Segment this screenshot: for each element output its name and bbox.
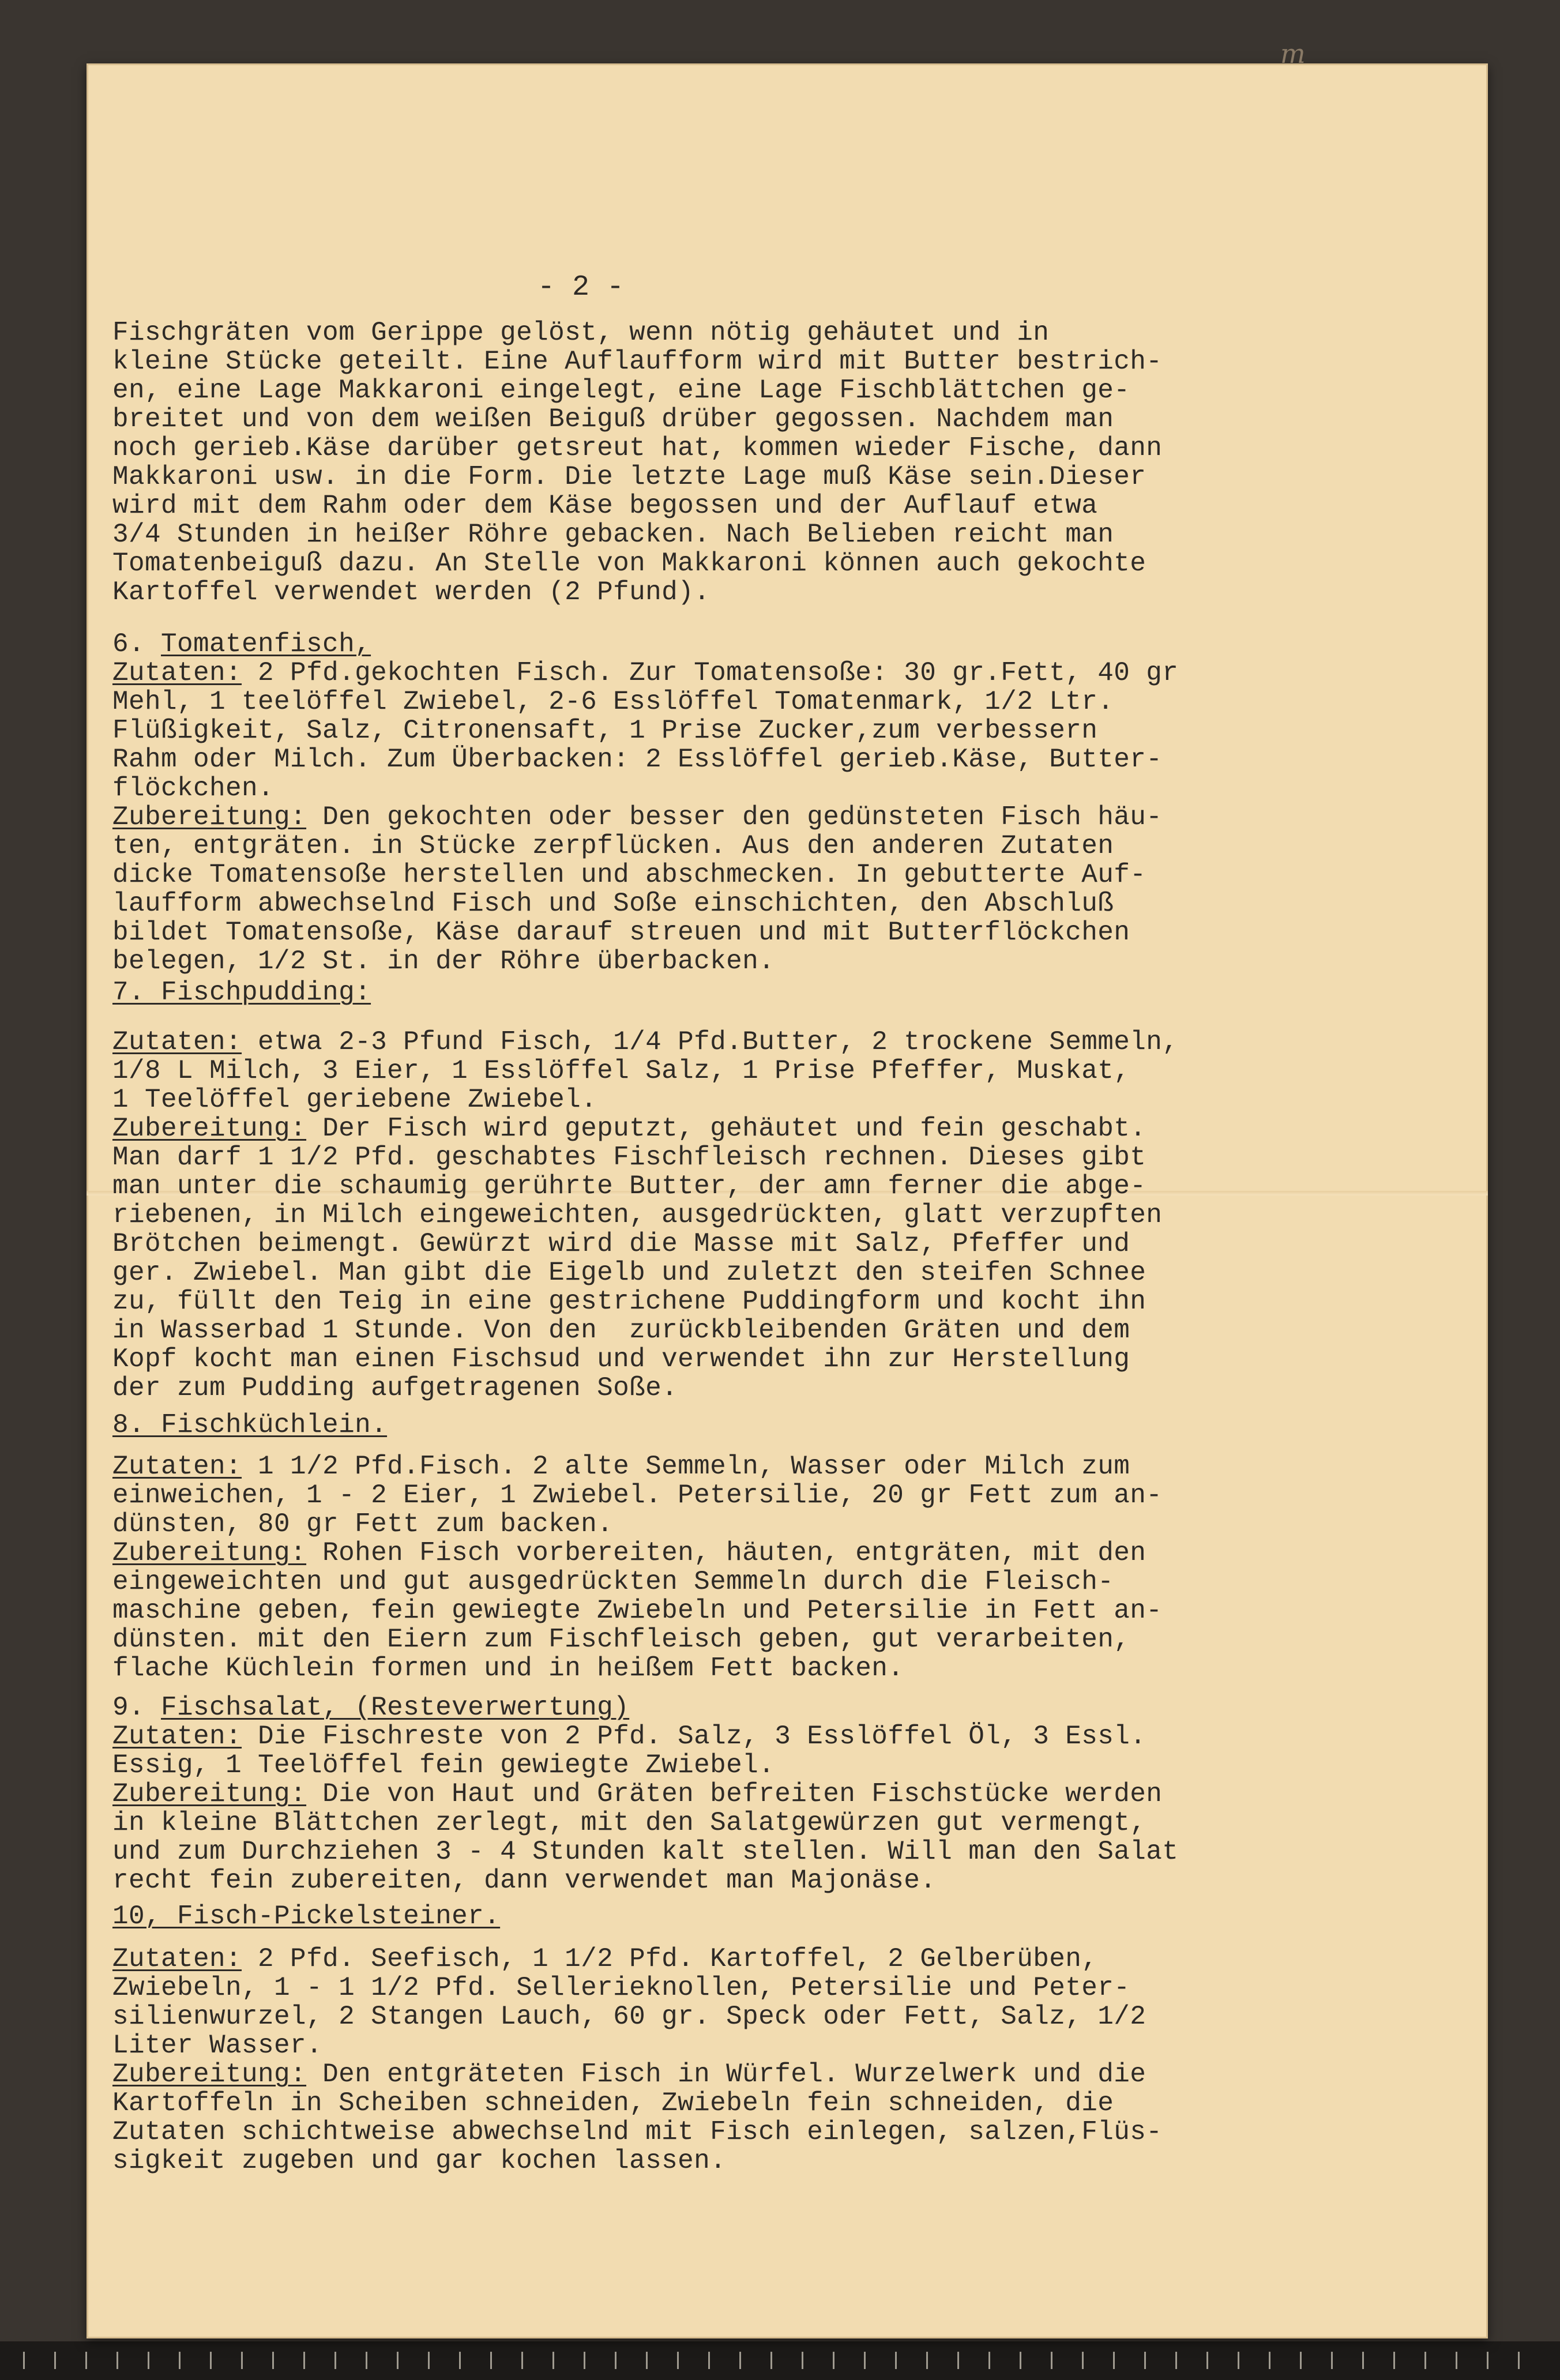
text-line: Zwiebeln, 1 - 1 1/2 Pfd. Sellerieknollen, Petersilie und Peter- [112,1973,1130,2003]
zubereitung-label: Zubereitung: [112,2059,307,2089]
recipe-heading [112,1411,1358,1439]
text-line: in Wasserbad 1 Stunde. Von den zurückbleibenden Gräten und dem [112,1315,1130,1345]
text-line [112,1780,1358,1809]
zubereitung-label: Zubereitung: [112,1779,307,1809]
recipe-fisch-pickelsteiner [112,1902,1358,2175]
text-line [112,1452,1358,1481]
text-fragment: 2 Pfd. Seefisch, 1 1/2 Pfd. Kartoffel, 2 Gelberüben, [242,1944,1098,1974]
text-line: Tomatenbeiguß dazu. An Stelle von Makkaroni können auch gekochte [112,548,1146,578]
recipe-heading [112,978,1358,1007]
text-line [112,1722,1358,1751]
text-line: riebenen, in Milch eingeweichten, ausgedrückten, glatt verzupften [112,1200,1163,1230]
text-line: noch gerieb.Käse darüber getsreut hat, kommen wieder Fische, dann [112,433,1163,463]
text-line: in kleine Blättchen zerlegt, mit den Salatgewürzen gut vermengt, [112,1808,1146,1838]
text-line: eingeweichten und gut ausgedrückten Semmeln durch die Fleisch- [112,1567,1114,1597]
text-fragment: Rohen Fisch vorbereiten, häuten, entgräten, mit den [306,1538,1146,1568]
text-line: breitet und von dem weißen Beiguß drüber gegossen. Nachdem man [112,404,1114,434]
text-line: laufform abwechselnd Fisch und Soße einschichten, den Abschluß [112,889,1114,919]
text-line [112,1945,1358,1973]
zubereitung-label: Zubereitung: [112,802,307,832]
text-line: Rahm oder Milch. Zum Überbacken: 2 Esslöffel gerieb.Käse, Butter- [112,745,1163,774]
recipe-title: Fischküchlein. [161,1410,388,1440]
zutaten-label: Zutaten: [112,658,242,688]
text-line [112,1539,1358,1567]
recipe-heading [112,630,1358,659]
text-line: Kopf kocht man einen Fischsud und verwendet ihn zur Herstellung [112,1344,1130,1374]
recipe-title: Fischsalat, (Resteverwertung) [161,1693,630,1723]
text-line: dicke Tomatensoße herstellen und abschmecken. In gebutterte Auf- [112,860,1146,890]
zutaten-label: Zutaten: [112,1027,242,1057]
text-line: und zum Durchziehen 3 - 4 Stunden kalt stellen. Will man den Salat [112,1837,1179,1867]
text-line [112,2060,1358,2089]
text-line: Liter Wasser. [112,2031,323,2061]
text-line: sigkeit zugeben und gar kochen lassen. [112,2146,727,2176]
text-line: kleine Stücke geteilt. Eine Auflaufform wird mit Butter bestrich- [112,347,1163,377]
text-fragment: Der Fisch wird geputzt, gehäutet und fein geschabt. [306,1114,1146,1144]
recipe-number: 8. [112,1410,161,1440]
corner-pencil-mark: m [1280,38,1306,69]
recipe-number: 6. [112,629,161,659]
text-fragment: 1 1/2 Pfd.Fisch. 2 alte Semmeln, Wasser oder Milch zum [242,1452,1130,1482]
text-line: ten, entgräten. in Stücke zerpflücken. Aus den anderen Zutaten [112,831,1114,861]
text-line: zu, füllt den Teig in eine gestrichene Puddingform und kocht ihn [112,1287,1146,1317]
text-fragment: Den gekochten oder besser den gedünsteten Fisch häu- [306,802,1163,832]
text-line: silienwurzel, 2 Stangen Lauch, 60 gr. Speck oder Fett, Salz, 1/2 [112,2002,1146,2032]
document-body [112,318,1358,2175]
text-fragment: Die Fischreste von 2 Pfd. Salz, 3 Esslöffel Öl, 3 Essl. [242,1721,1146,1751]
text-line: wird mit dem Rahm oder dem Käse begossen und der Auflauf etwa [112,491,1098,521]
text-line: dünsten. mit den Eiern zum Fischfleisch geben, gut verarbeiten, [112,1625,1130,1655]
text-line: Essig, 1 Teelöffel fein gewiegte Zwiebel. [112,1750,775,1780]
text-line [112,1114,1358,1143]
text-line: der zum Pudding aufgetragenen Soße. [112,1373,678,1403]
zutaten-label: Zutaten: [112,1721,242,1751]
zutaten-label: Zutaten: [112,1944,242,1974]
text-line: 1 Teelöffel geriebene Zwiebel. [112,1085,597,1115]
text-line: ger. Zwiebel. Man gibt die Eigelb und zuletzt den steifen Schnee [112,1258,1146,1288]
recipe-number: 9. [112,1693,161,1723]
text-line: Man darf 1 1/2 Pfd. geschabtes Fischfleisch rechnen. Dieses gibt [112,1142,1146,1172]
text-fragment: Den entgräteten Fisch in Würfel. Wurzelwerk und die [306,2059,1146,2089]
scan-scale-ticks [23,2352,1537,2369]
text-line: Fischgräten vom Gerippe gelöst, wenn nötig gehäutet und in [112,318,1050,348]
text-line: Kartoffel verwendet werden (2 Pfund). [112,577,711,607]
text-line: Zutaten schichtweise abwechselnd mit Fisch einlegen, salzen,Flüs- [112,2117,1163,2147]
recipe-heading [112,1693,1358,1722]
recipe-number: 7. [112,977,161,1007]
text-fragment: etwa 2-3 Pfund Fisch, 1/4 Pfd.Butter, 2 trockene Semmeln, [242,1027,1179,1057]
text-line [112,1028,1358,1056]
zutaten-label: Zutaten: [112,1452,242,1482]
recipe-title: Fisch-Pickelsteiner. [177,1901,501,1931]
text-line: 1/8 L Milch, 3 Eier, 1 Esslöffel Salz, 1 Prise Pfeffer, Muskat, [112,1056,1130,1086]
page-number: - 2 - [537,271,625,304]
recipe-number: 10, [112,1901,178,1931]
text-line: Flüßigkeit, Salz, Citronensaft, 1 Prise Zucker,zum verbessern [112,716,1098,746]
intro-paragraph [112,318,1358,607]
recipe-tomatenfisch [112,630,1358,976]
text-fragment: Die von Haut und Gräten befreiten Fischstücke werden [306,1779,1163,1809]
text-line: en, eine Lage Makkaroni eingelegt, eine Lage Fischblättchen ge- [112,375,1130,405]
recipe-fischsalat [112,1693,1358,1895]
text-line: dünsten, 80 gr Fett zum backen. [112,1509,614,1539]
recipe-fischpudding [112,978,1358,1403]
text-fragment: 2 Pfd.gekochten Fisch. Zur Tomatensoße: 30 gr.Fett, 40 gr [242,658,1179,688]
text-line [112,803,1358,832]
text-line: flöckchen. [112,773,275,803]
text-line: recht fein zubereiten, dann verwendet man Majonäse. [112,1866,937,1896]
recipe-heading [112,1902,1358,1931]
recipe-title: Fischpudding: [161,977,371,1007]
text-line: 3/4 Stunden in heißer Röhre gebacken. Nach Belieben reicht man [112,520,1114,550]
zubereitung-label: Zubereitung: [112,1114,307,1144]
text-line: Brötchen beimengt. Gewürzt wird die Masse mit Salz, Pfeffer und [112,1229,1130,1259]
recipe-fischkuechlein [112,1411,1358,1683]
text-line: Makkaroni usw. in die Form. Die letzte Lage muß Käse sein.Dieser [112,462,1146,492]
zubereitung-label: Zubereitung: [112,1538,307,1568]
text-line: bildet Tomatensoße, Käse darauf streuen und mit Butterflöckchen [112,918,1130,948]
text-line: man unter die schaumig gerührte Butter, der amn ferner die abge- [112,1171,1146,1201]
text-line: Kartoffeln in Scheiben schneiden, Zwiebeln fein schneiden, die [112,2088,1114,2118]
recipe-title: Tomatenfisch, [161,629,371,659]
text-line: maschine geben, fein gewiegte Zwiebeln und Petersilie in Fett an- [112,1596,1163,1626]
text-line [112,659,1358,687]
text-line: einweichen, 1 - 2 Eier, 1 Zwiebel. Petersilie, 20 gr Fett zum an- [112,1480,1163,1510]
text-line: flache Küchlein formen und in heißem Fett backen. [112,1653,904,1683]
text-line: Mehl, 1 teelöffel Zwiebel, 2-6 Esslöffel Tomatenmark, 1/2 Ltr. [112,687,1114,717]
text-line: belegen, 1/2 St. in der Röhre überbacken. [112,946,775,976]
